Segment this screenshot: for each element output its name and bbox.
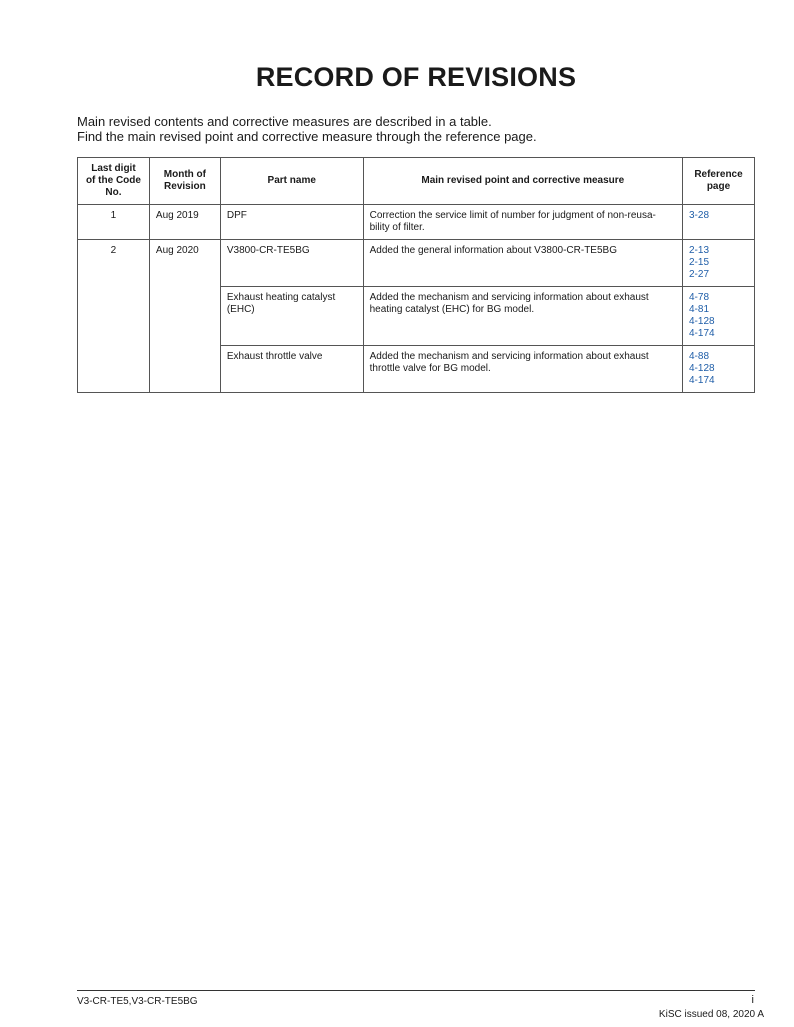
- cell-refs: [683, 287, 755, 346]
- footer-divider: [77, 990, 755, 991]
- intro-text: [77, 114, 537, 144]
- cell-part: DPF: [220, 205, 363, 240]
- table-row: [78, 205, 755, 240]
- cell-point: Added the mechanism and servicing information about exhaust throttle valve for BG model.: [363, 346, 682, 393]
- footer-model: V3-CR-TE5,V3-CR-TE5BG: [77, 996, 198, 1007]
- reference-link[interactable]: 4-88: [689, 351, 710, 362]
- page-title: RECORD OF REVISIONS: [255, 62, 577, 92]
- cell-part: V3800-CR-TE5BG: [220, 240, 363, 287]
- reference-link[interactable]: 4-81: [689, 304, 710, 315]
- reference-link[interactable]: 2-13: [689, 245, 710, 256]
- reference-link[interactable]: 4-174: [689, 375, 715, 386]
- cell-refs: [683, 240, 755, 287]
- intro-line: Main revised contents and corrective measures are described in a table.: [77, 114, 492, 129]
- header-revised-point: Main revised point and corrective measure: [363, 158, 682, 205]
- cell-refs: [683, 346, 755, 393]
- header-part-name: Part name: [220, 158, 363, 205]
- reference-link[interactable]: 4-78: [689, 292, 710, 303]
- header-reference-page: Reference page: [683, 158, 755, 205]
- cell-code: 2: [78, 240, 150, 393]
- reference-link[interactable]: 4-174: [689, 328, 715, 339]
- table-header-row: [78, 158, 755, 205]
- cell-month: Aug 2019: [149, 205, 220, 240]
- cell-part: Exhaust heating catalyst (EHC): [220, 287, 363, 346]
- header-code-no: Last digit of the Code No.: [78, 158, 150, 205]
- issue-info: KiSC issued 08, 2020 A: [658, 1009, 764, 1020]
- cell-point: Added the general information about V3800-CR-TE5BG: [363, 240, 682, 287]
- reference-link[interactable]: 3-28: [689, 210, 710, 221]
- cell-refs: [683, 205, 755, 240]
- reference-link[interactable]: 2-15: [689, 257, 710, 268]
- page-number: i: [751, 994, 754, 1006]
- reference-link[interactable]: 4-128: [689, 316, 715, 327]
- reference-link[interactable]: 2-27: [689, 269, 710, 280]
- revisions-table: [77, 157, 755, 393]
- cell-point: Correction the service limit of number for judgment of non-reusa- bility of filter.: [363, 205, 682, 240]
- cell-point: Added the mechanism and servicing information about exhaust heating catalyst (EHC) for BG model.: [363, 287, 682, 346]
- reference-link[interactable]: 4-128: [689, 363, 715, 374]
- cell-part: Exhaust throttle valve: [220, 346, 363, 393]
- intro-line: Find the main revised point and corrective measure through the reference page.: [77, 129, 537, 144]
- cell-code: 1: [78, 205, 150, 240]
- cell-month: Aug 2020: [149, 240, 220, 393]
- header-month: Month of Revision: [149, 158, 220, 205]
- table-row: [78, 240, 755, 287]
